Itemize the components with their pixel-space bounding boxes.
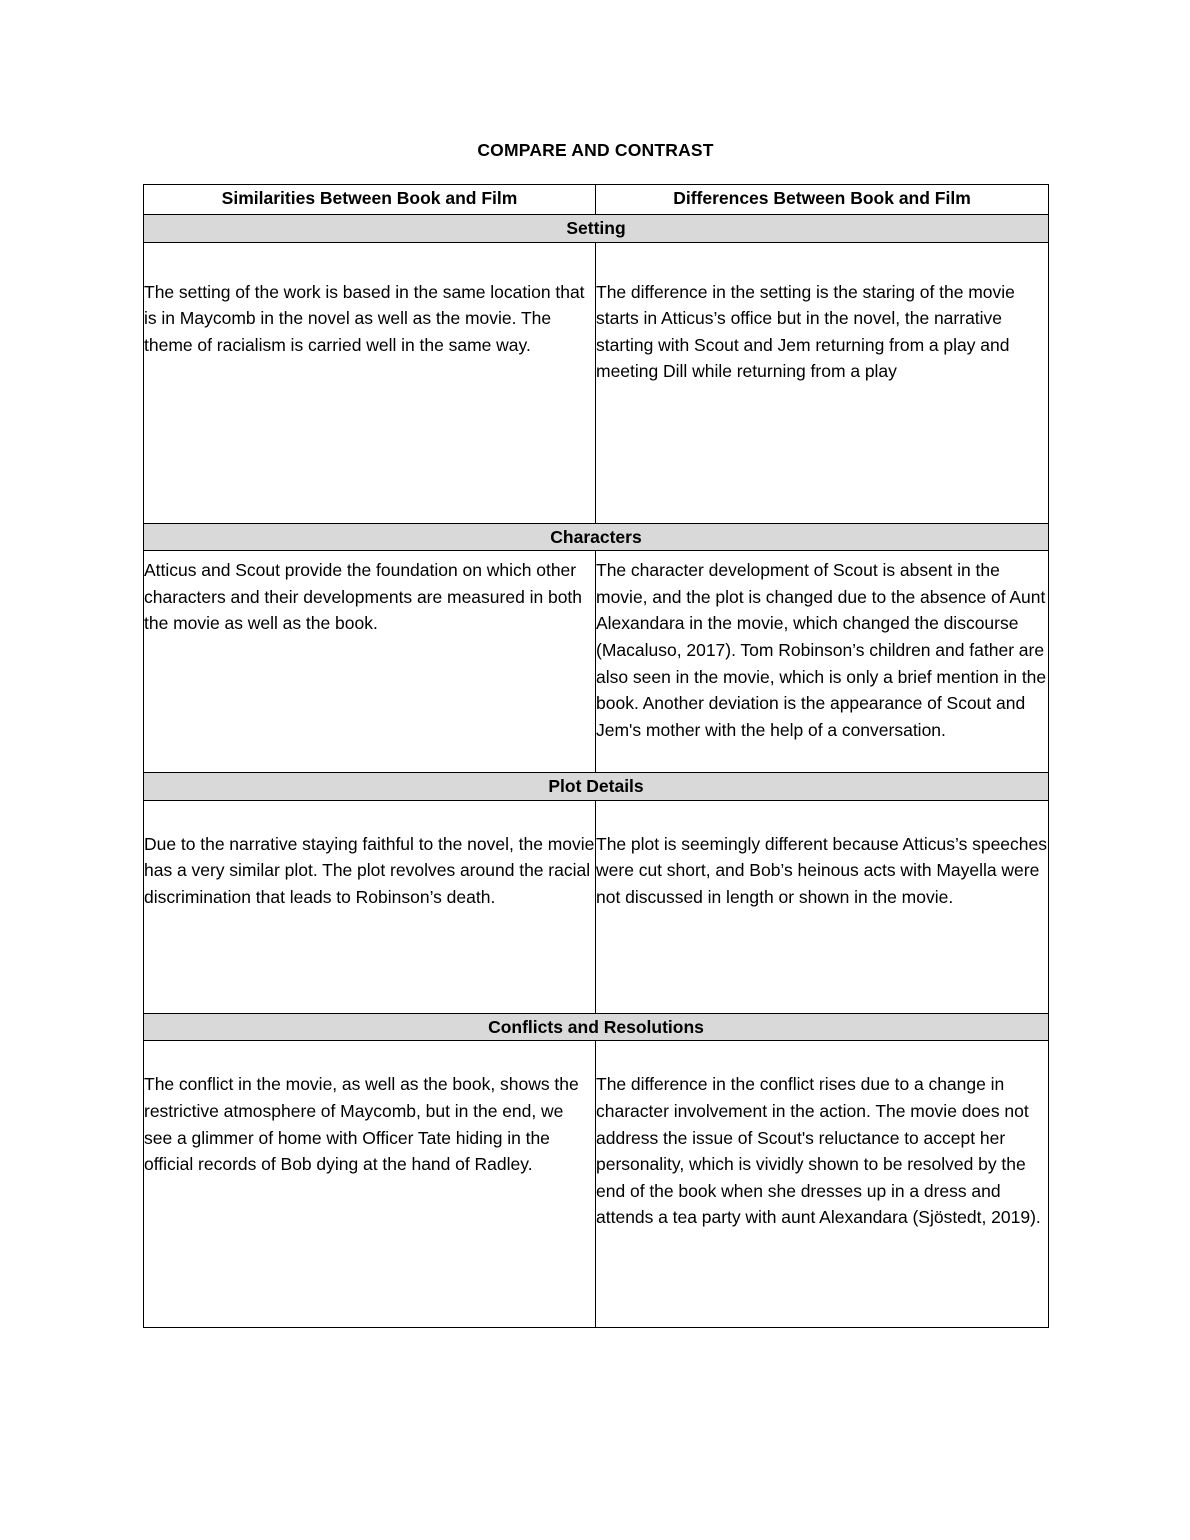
cell-text: Due to the narrative staying faithful to the novel, the movie has a very similar plot. The plot revolves around the racial discrimination that leads to Robinson’s death. [144, 833, 595, 907]
section-band-row-plot-details [144, 773, 1049, 801]
section-band-row-setting [144, 215, 1049, 243]
page-title: COMPARE AND CONTRAST [477, 140, 714, 160]
cell-text: The difference in the setting is the staring of the movie starts in Atticus’s office but in the novel, the narrative starting with Scout and Jem returning from a play and meeting Dill while returning from a play [596, 281, 1015, 382]
section-band-label-characters: Characters [144, 523, 1049, 551]
column-header-similarities: Similarities Between Book and Film [144, 185, 596, 215]
cell-characters-differences [596, 551, 1049, 773]
table-row-plot-details [144, 800, 1049, 1013]
section-band-row-characters [144, 523, 1049, 551]
cell-conflicts-similarities [144, 1041, 596, 1328]
cell-plot-details-differences [596, 800, 1049, 1013]
section-band-label-plot-details: Plot Details [144, 773, 1049, 801]
cell-conflicts-differences [596, 1041, 1049, 1328]
section-band-row-conflicts-and-resolutions [144, 1013, 1049, 1041]
compare-contrast-table [143, 184, 1049, 1328]
column-header-differences: Differences Between Book and Film [596, 185, 1049, 215]
section-band-label-conflicts-and-resolutions: Conflicts and Resolutions [144, 1013, 1049, 1041]
cell-text: The character development of Scout is absent in the movie, and the plot is changed due to the absence of Aunt Alexandara in the movie, which changed the discourse (Macaluso, 2017). Tom Robinson’s children and father are also seen in the movie, which is only a brief mention in the book. Another deviation is the appearance of Scout and Jem's mother with the help of a conversation. [596, 560, 1047, 740]
cell-text: The conflict in the movie, as well as the book, shows the restrictive atmosphere of Maycomb, but in the end, we see a glimmer of home with Officer Tate hiding in the official records of Bob dying at the hand of Radley. [144, 1074, 579, 1175]
cell-text: Atticus and Scout provide the foundation on which other characters and their developments are measured in both the movie as well as the book. [144, 560, 583, 634]
cell-setting-similarities [144, 242, 596, 523]
cell-setting-differences [596, 242, 1049, 523]
cell-plot-details-similarities [144, 800, 596, 1013]
table-row-characters [144, 551, 1049, 773]
table-header-row [144, 185, 1049, 215]
table-row-conflicts-and-resolutions [144, 1041, 1049, 1328]
table-row-setting [144, 242, 1049, 523]
cell-text: The plot is seemingly different because Atticus’s speeches were cut short, and Bob’s heinous acts with Mayella were not discussed in length or shown in the movie. [596, 833, 1047, 907]
cell-characters-similarities [144, 551, 596, 773]
cell-text: The difference in the conflict rises due to a change in character involvement in the action. The movie does not address the issue of Scout's reluctance to accept her personality, which is vividly shown to be resolved by the end of the book when she dresses up in a dress and attends a tea party with aunt Alexandara (Sjöstedt, 2019). [596, 1074, 1041, 1228]
cell-text: The setting of the work is based in the same location that is in Maycomb in the novel as well as the movie. The theme of racialism is carried well in the same way. [144, 281, 585, 355]
section-band-label-setting: Setting [144, 215, 1049, 243]
